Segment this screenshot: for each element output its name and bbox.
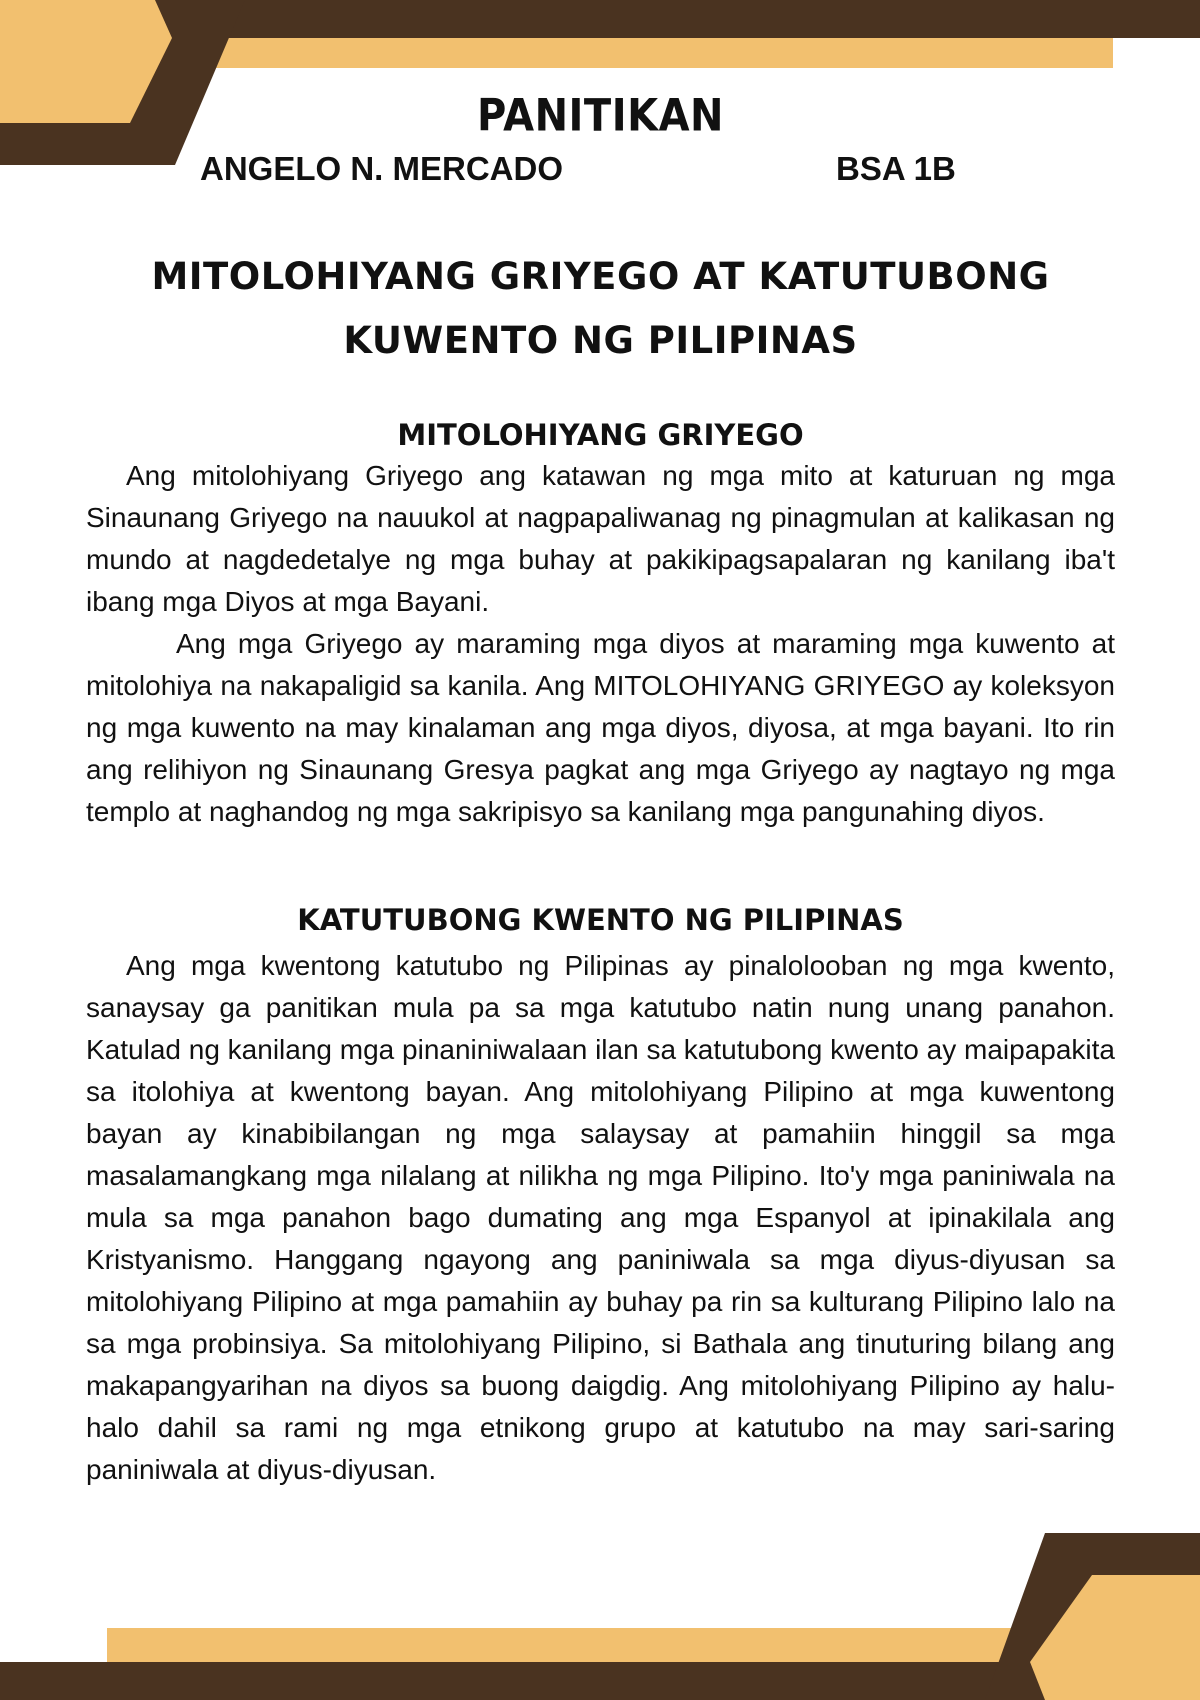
section-heading-pilipinas: KATUTUBONG KWENTO NG PILIPINAS — [297, 903, 904, 937]
author-name: ANGELO N. MERCADO — [200, 150, 563, 187]
page-title-line-1: MITOLOHIYANG GRIYEGO AT KATUTUBONG — [151, 255, 1050, 298]
section-heading-griyego: MITOLOHIYANG GRIYEGO — [397, 418, 804, 452]
paragraph-pilipinas-1: Ang mga kwentong katutubo ng Pilipinas ay pinalolooban ng mga kwento, sanaysay ga panitikan mula pa sa mga katutubo natin nung unang panahon. Katulad ng kanilang mga pinaniniwalaan ilan sa katutubong kwento ay maipapakita sa itolohiya at kwentong bayan. Ang mitolohiyang Pilipino at mga kuwentong bayan ay kinabibilangan ng mga salaysay at pamahiin hinggil sa mga masalamangkang mga nilalang at nilikha ng mga Pilipino. Ito'y mga paniniwala na mula sa mga panahon bago dumating ang mga Espanyol at ipinakilala ang Kristyanismo. Hanggang ngayong ang paniniwala sa mga diyus-diyusan sa mitolohiyang Pilipino at mga pamahiin ay buhay pa rin sa kulturang Pilipino lalo na sa mga probinsiya. Sa mitolohiyang Pilipino, si Bathala ang tinuturing bilang ang makapangyarihan na diyos sa buong daigdig. Ang mitolohiyang Pilipino ay halu-halo dahil sa rami ng mga etnikong grupo at katutubo na may sari-saring paniniwala at diyus-diyusan. — [86, 950, 1115, 1485]
bottom-gold-band — [107, 1628, 1030, 1662]
page-title — [86, 245, 1115, 373]
page-title-line-2: KUWENTO NG PILIPINAS — [343, 319, 858, 362]
subject-title: PANITIKAN — [476, 90, 725, 142]
top-gold-band — [200, 38, 1113, 68]
paragraph-griyego-1: Ang mitolohiyang Griyego ang katawan ng mga mito at katuruan ng mga Sinaunang Griyego na nauukol at nagpapaliwanag ng pinagmulan at kalikasan ng mundo at nagdedetalye ng mga buhay at pakikipagsapalaran ng kanilang iba't ibang mga Diyos at mga Bayani. — [86, 460, 1115, 617]
class-section: BSA 1B — [836, 150, 956, 187]
paragraph-griyego-2: Ang mga Griyego ay maraming mga diyos at maraming mga kuwento at mitolohiya na nakapaligid sa kanila. Ang MITOLOHIYANG GRIYEGO ay koleksyon ng mga kuwento na may kinalaman ang mga diyos, diyosa, at mga bayani. Ito rin ang relihiyon ng Sinaunang Gresya pagkat ang mga Griyego ay nagtayo ng mga templo at naghandog ng mga sakripisyo sa kanilang mga pangunahing diyos. — [86, 628, 1115, 827]
